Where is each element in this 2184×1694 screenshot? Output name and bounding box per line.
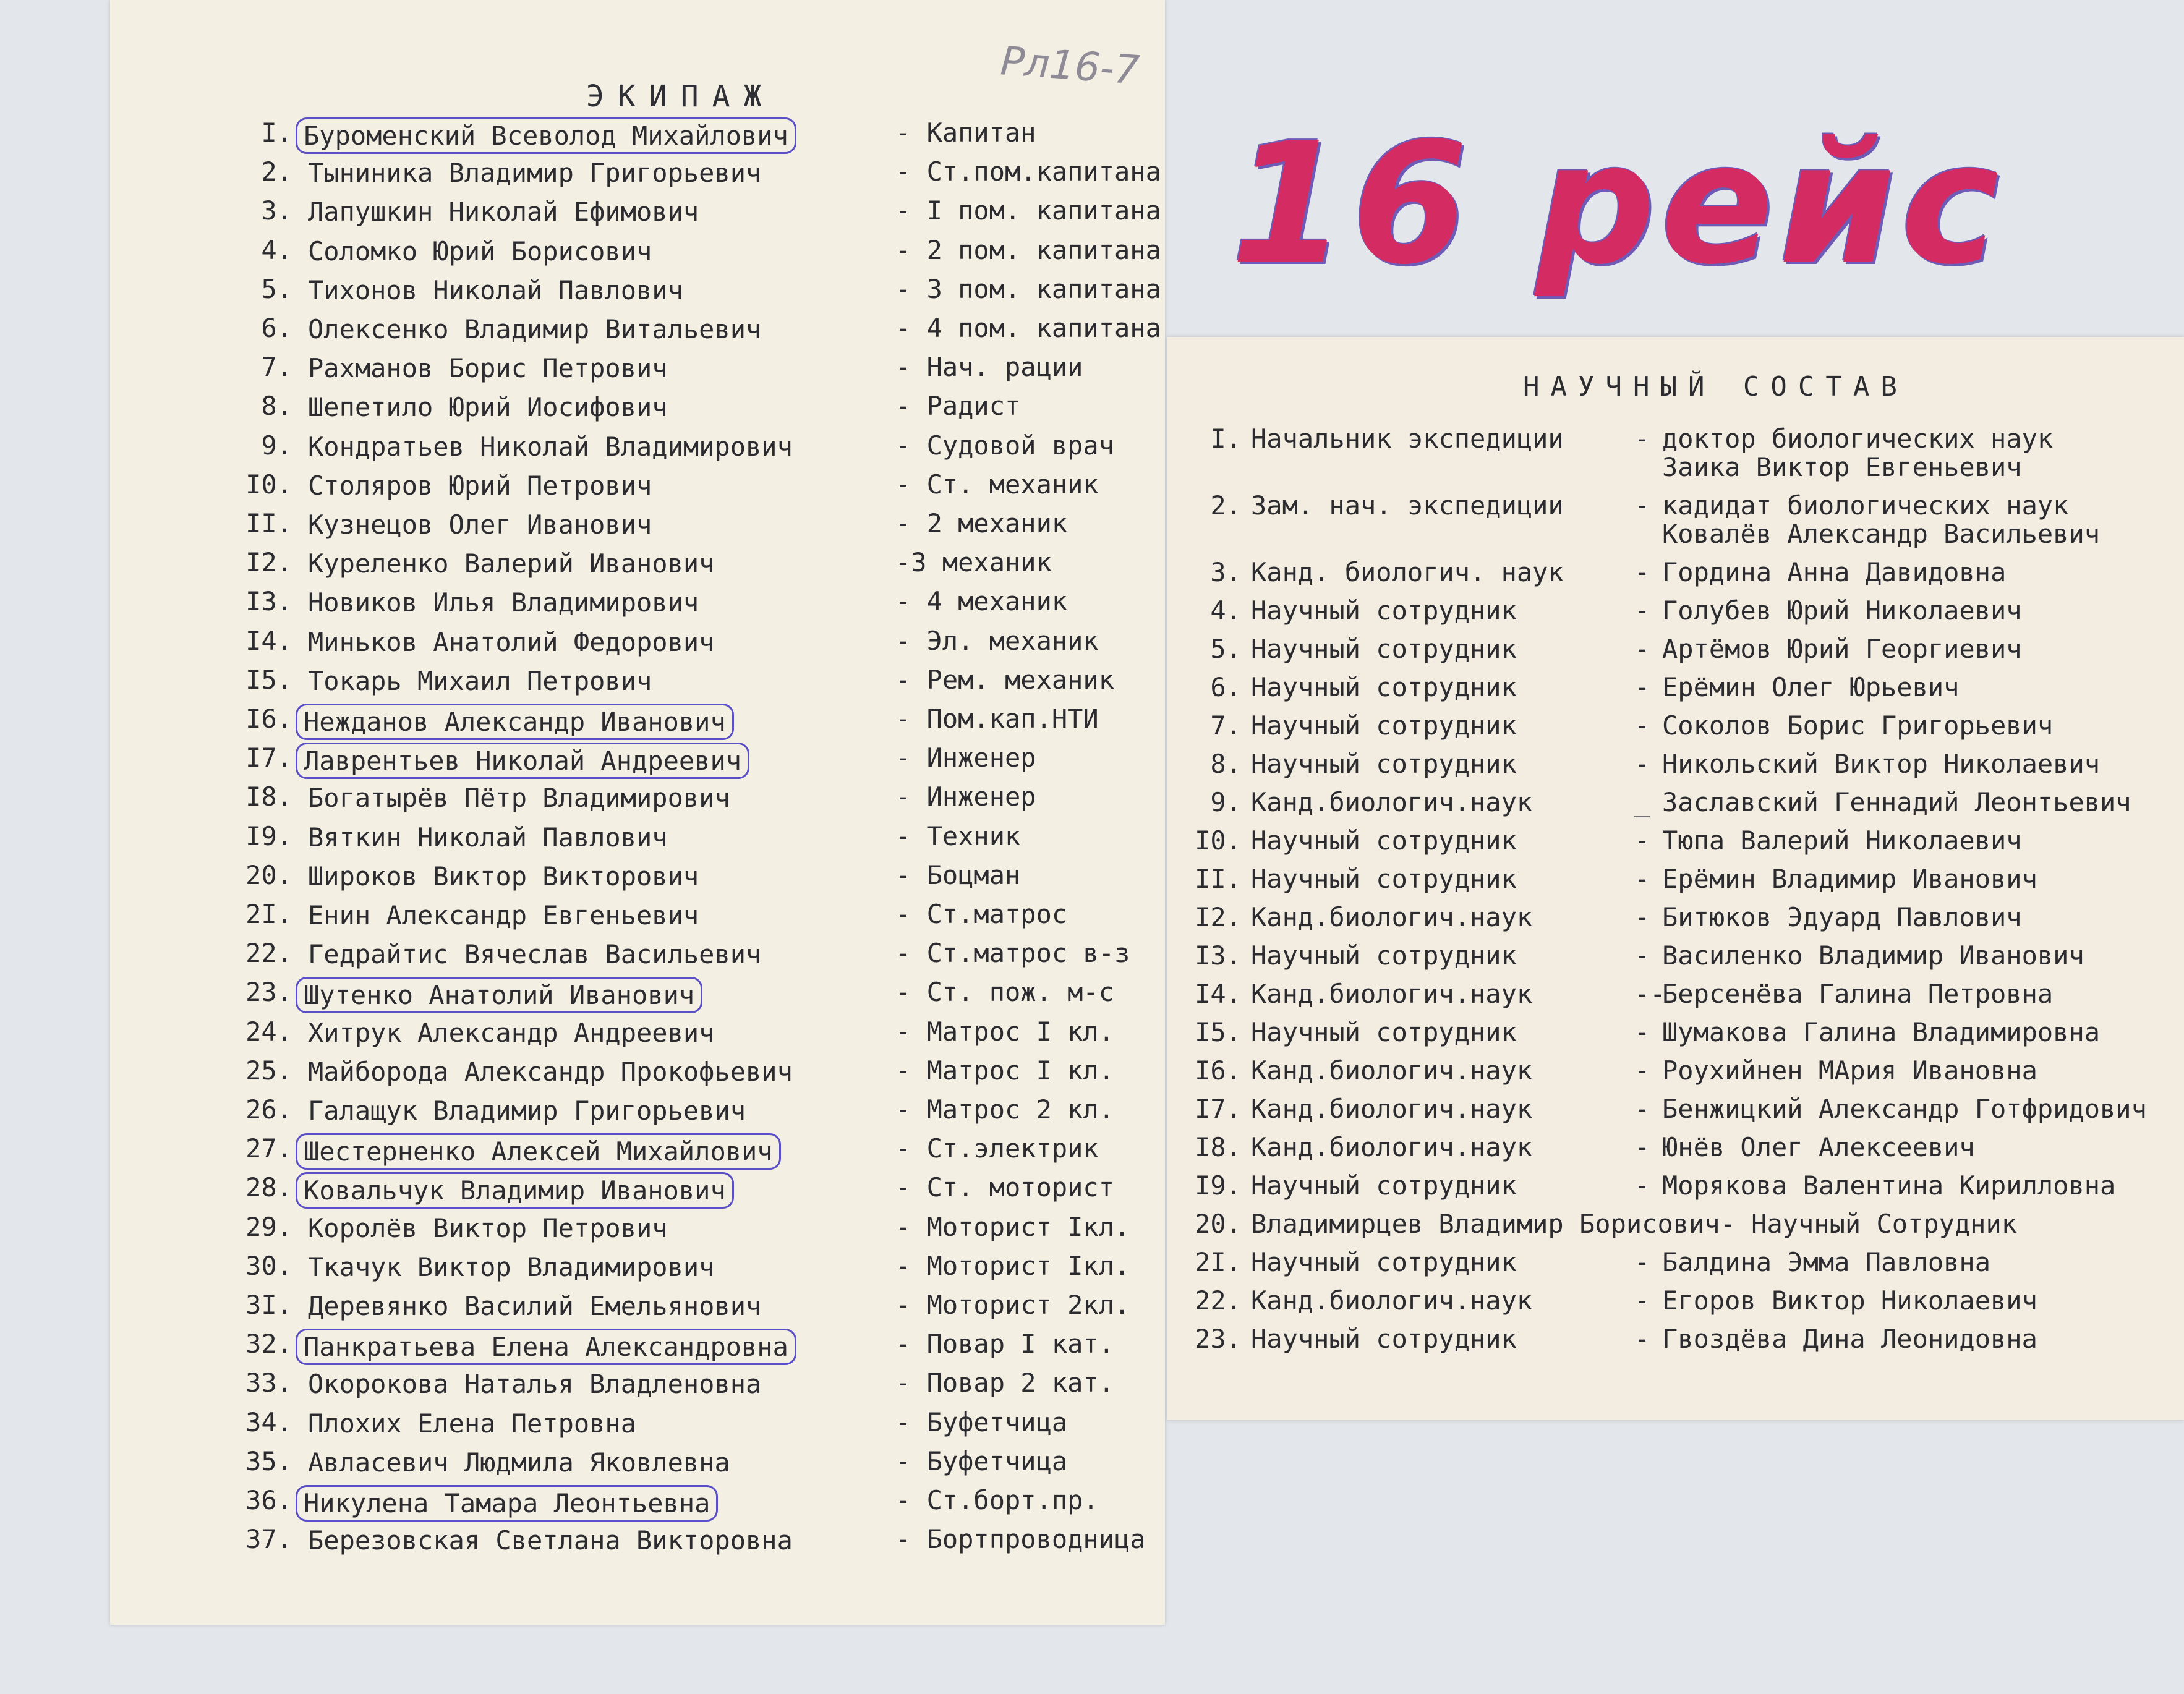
science-member-name: Юнёв Олег Алексеевич (1662, 1132, 1975, 1162)
crew-member-position: - Судовой врач (895, 430, 1115, 461)
science-role: Научный сотрудник (1251, 825, 1517, 856)
crew-row-number: II. (245, 508, 292, 538)
crew-row-number: I4. (245, 625, 292, 656)
crew-row-number: I6. (245, 704, 292, 734)
science-dash: - (1634, 940, 1650, 971)
science-role: Зам. нач. экспедиции (1251, 490, 1564, 521)
science-member-name: Ерёмин Олег Юрьевич (1662, 672, 1960, 702)
crew-row-number: 3I. (245, 1290, 292, 1320)
science-row-number: I2. (1195, 902, 1242, 932)
crew-member-position: - 4 пом. капитана (895, 313, 1161, 343)
crew-row-number: 27. (245, 1133, 292, 1164)
science-row-number: I9. (1195, 1170, 1242, 1201)
science-role: Научный сотрудник (1251, 864, 1517, 894)
science-row-number: I5. (1195, 1017, 1242, 1047)
science-dash: - (1634, 902, 1650, 932)
crew-row-number: 9. (261, 430, 292, 461)
science-row-number: 2. (1210, 490, 1242, 521)
crew-row-number: 36. (245, 1485, 292, 1515)
crew-member-name: Шутенко Анатолий Иванович (296, 977, 702, 1013)
handwritten-note: Рл16-7 (999, 38, 1141, 94)
crew-member-name: Олексенко Владимир Витальевич (308, 314, 762, 344)
crew-member-position: - 2 механик (895, 508, 1068, 538)
crew-member-position: - Эл. механик (895, 625, 1099, 656)
science-member-name: Роухийнен МАрия Ивановна (1662, 1055, 2037, 1086)
science-dash: - (1634, 1094, 1650, 1124)
crew-member-name: Тыниника Владимир Григорьевич (308, 158, 762, 189)
crew-member-position: - Буфетчица (895, 1407, 1068, 1437)
science-row-number: 5. (1210, 634, 1242, 664)
science-role: Научный сотрудник (1251, 940, 1517, 971)
science-dash: - (1634, 710, 1650, 741)
crew-member-name: Ковальчук Владимир Иванович (296, 1172, 734, 1209)
crew-row-number: 25. (245, 1055, 292, 1086)
crew-member-name: Лаврентьев Николай Андреевич (296, 743, 749, 779)
science-row-number: 7. (1210, 710, 1242, 741)
science-row-number: I8. (1195, 1132, 1242, 1162)
science-dash: - (1634, 634, 1650, 664)
science-dash: - (1634, 595, 1650, 626)
science-role: Научный сотрудник (1251, 710, 1517, 741)
crew-row-number: 35. (245, 1445, 292, 1476)
crew-member-position: - Ст. пож. м-с (895, 977, 1115, 1008)
crew-member-position: - Повар 2 кат. (895, 1368, 1115, 1398)
crew-row-number: 20. (245, 859, 292, 890)
science-dash: - (1634, 749, 1650, 779)
science-role: Канд.биологич.наук (1251, 1285, 1533, 1316)
science-member-name: Морякова Валентина Кирилловна (1662, 1170, 2116, 1201)
crew-member-position: - Ст.матрос (895, 899, 1068, 929)
crew-row-number: 30. (245, 1250, 292, 1281)
crew-row-number: I5. (245, 664, 292, 695)
science-member-name: Шумакова Галина Владимировна (1662, 1017, 2101, 1047)
science-member-name: кадидат биологических наук (1662, 490, 2069, 521)
crew-row-number: I7. (245, 743, 292, 773)
crew-row-number: I2. (245, 547, 292, 578)
crew-member-name: Авласевич Людмила Яковлевна (308, 1447, 730, 1478)
science-role: Научный сотрудник (1251, 595, 1517, 626)
science-member-name: Бенжицкий Александр Готфридович (1662, 1094, 2147, 1124)
science-member-name-line2: Заика Виктор Евгеньевич (1662, 452, 2022, 482)
crew-member-name: Соломко Юрий Борисович (308, 236, 652, 266)
crew-member-name: Лапушкин Николай Ефимович (308, 197, 699, 228)
crew-row-number: 2. (261, 156, 292, 187)
science-role: Владимирцев Владимир Борисович- Научный Сотрудник (1251, 1209, 2018, 1239)
crew-member-name: Кузнецов Олег Иванович (308, 509, 652, 540)
science-role: Канд.биологич.наук (1251, 1055, 1533, 1086)
science-dash: - (1634, 1055, 1650, 1086)
crew-member-name: Буроменский Всеволод Михайлович (296, 117, 796, 154)
science-role: Канд.биологич.наук (1251, 787, 1533, 817)
crew-member-position: - Ст. механик (895, 469, 1099, 500)
science-row-number: 8. (1210, 749, 1242, 779)
crew-row-number: 8. (261, 391, 292, 422)
science-member-name: Битюков Эдуард Павлович (1662, 902, 2022, 932)
crew-member-position: - 3 пом. капитана (895, 273, 1161, 304)
science-member-name: Ерёмин Владимир Иванович (1662, 864, 2037, 894)
crew-member-name: Миньков Анатолий Федорович (308, 626, 715, 657)
crew-row-number: I0. (245, 469, 292, 500)
science-dash: - (1634, 1170, 1650, 1201)
crew-member-position: - Инженер (895, 781, 1036, 812)
crew-member-position: - Буфетчица (895, 1445, 1068, 1476)
science-row-number: 23. (1195, 1324, 1242, 1354)
crew-title: ЭКИПАЖ (586, 79, 775, 114)
science-role: Научный сотрудник (1251, 1324, 1517, 1354)
crew-member-name: Хитрук Александр Андреевич (308, 1017, 715, 1048)
crew-member-name: Кондратьев Николай Владимирович (308, 431, 793, 462)
crew-member-name: Майборода Александр Прокофьевич (308, 1056, 793, 1087)
crew-member-name: Столяров Юрий Петрович (308, 470, 652, 501)
crew-row-number: I9. (245, 820, 292, 851)
crew-member-name: Окорокова Наталья Владленовна (308, 1369, 762, 1400)
crew-row-number: 3. (261, 195, 292, 226)
crew-row-number: 28. (245, 1172, 292, 1203)
crew-member-name: Вяткин Николай Павлович (308, 822, 668, 853)
crew-member-name: Королёв Виктор Петрович (308, 1212, 668, 1243)
crew-row-number: I. (261, 117, 292, 148)
crew-member-name: Ткачук Виктор Владимирович (308, 1251, 715, 1282)
science-dash: - (1634, 825, 1650, 856)
science-role: Научный сотрудник (1251, 1247, 1517, 1277)
crew-member-name: Плохих Елена Петровна (308, 1408, 637, 1439)
crew-list-sheet (110, 0, 1165, 1625)
science-row-number: I0. (1195, 825, 1242, 856)
crew-member-position: - Боцман (895, 859, 1021, 890)
crew-member-position: - Ст.матрос в-з (895, 938, 1130, 969)
crew-member-position: - Моторист 2кл. (895, 1290, 1130, 1320)
crew-member-name: Нежданов Александр Иванович (296, 704, 734, 740)
science-dash: - (1634, 1285, 1650, 1316)
crew-member-name: Рахманов Борис Петрович (308, 353, 668, 384)
science-member-name: Тюпа Валерий Николаевич (1662, 825, 2022, 856)
crew-member-position: - 4 механик (895, 586, 1068, 617)
voyage-heading: 16 рейс (1231, 106, 2005, 301)
science-staff-sheet (1167, 337, 2184, 1420)
science-role: Научный сотрудник (1251, 1017, 1517, 1047)
crew-member-position: - Радист (895, 391, 1021, 422)
crew-row-number: 23. (245, 977, 292, 1008)
science-member-name: Голубев Юрий Николаевич (1662, 595, 2022, 626)
science-row-number: I6. (1195, 1055, 1242, 1086)
science-dash: - (1634, 672, 1650, 702)
science-dash: - (1634, 424, 1650, 454)
science-row-number: I7. (1195, 1094, 1242, 1124)
science-title: НАУЧНЫЙ СОСТАВ (1523, 371, 1908, 402)
science-row-number: I. (1210, 424, 1242, 454)
science-role: Канд. биологич. наук (1251, 557, 1564, 587)
science-member-name-line2: Ковалёв Александр Васильевич (1662, 519, 2101, 549)
crew-row-number: 4. (261, 234, 292, 265)
science-row-number: 3. (1210, 557, 1242, 587)
science-row-number: 22. (1195, 1285, 1242, 1316)
crew-member-position: - Матрос 2 кл. (895, 1094, 1115, 1125)
science-member-name: Никольский Виктор Николаевич (1662, 749, 2101, 779)
crew-member-name: Никулена Тамара Леонтьевна (296, 1485, 718, 1522)
science-row-number: 6. (1210, 672, 1242, 702)
crew-row-number: 34. (245, 1407, 292, 1437)
crew-member-position: - Матрос I кл. (895, 1055, 1115, 1086)
science-role: Научный сотрудник (1251, 1170, 1517, 1201)
science-row-number: I4. (1195, 979, 1242, 1009)
science-row-number: 2I. (1195, 1247, 1242, 1277)
science-member-name: Егоров Виктор Николаевич (1662, 1285, 2037, 1316)
science-member-name: Соколов Борис Григорьевич (1662, 710, 2054, 741)
science-dash: - (1634, 864, 1650, 894)
crew-member-name: Токарь Михаил Петрович (308, 665, 652, 696)
science-member-name: Василенко Владимир Иванович (1662, 940, 2084, 971)
science-dash: - (1634, 1247, 1650, 1277)
crew-member-name: Гедрайтис Вячеслав Васильевич (308, 939, 762, 970)
crew-member-position: - Инженер (895, 743, 1036, 773)
crew-member-name: Широков Виктор Викторович (308, 861, 699, 892)
crew-row-number: 2I. (245, 899, 292, 929)
crew-member-name: Новиков Илья Владимирович (308, 587, 699, 618)
science-dash: - (1634, 1017, 1650, 1047)
science-row-number: 20. (1195, 1209, 1242, 1239)
science-member-name: Берсенёва Галина Петровна (1662, 979, 2054, 1009)
crew-member-name: Деревянко Василий Емельянович (308, 1291, 762, 1321)
crew-row-number: 37. (245, 1524, 292, 1555)
science-row-number: 9. (1210, 787, 1242, 817)
crew-member-position: - Ст.электрик (895, 1133, 1099, 1164)
crew-member-position: - Пом.кап.НТИ (895, 704, 1099, 734)
science-member-name: Гордина Анна Давидовна (1662, 557, 2007, 587)
science-role: Научный сотрудник (1251, 749, 1517, 779)
crew-row-number: 26. (245, 1094, 292, 1125)
crew-member-position: - Капитан (895, 117, 1036, 148)
science-member-name: Артёмов Юрий Георгиевич (1662, 634, 2022, 664)
crew-member-name: Березовская Светлана Викторовна (308, 1525, 793, 1556)
crew-member-name: Богатырёв Пётр Владимирович (308, 783, 730, 814)
crew-member-position: -3 механик (895, 547, 1052, 578)
crew-member-name: Панкратьева Елена Александровна (296, 1329, 796, 1365)
crew-member-position: - Повар I кат. (895, 1329, 1115, 1360)
science-dash: -- (1634, 979, 1666, 1009)
science-dash: - (1634, 557, 1650, 587)
crew-row-number: 22. (245, 938, 292, 969)
crew-member-name: Шестерненко Алексей Михайлович (296, 1133, 781, 1170)
crew-member-position: - Техник (895, 820, 1021, 851)
science-role: Научный сотрудник (1251, 672, 1517, 702)
crew-member-position: - Ст.пом.капитана (895, 156, 1161, 187)
science-member-name: Гвоздёва Дина Леонидовна (1662, 1324, 2037, 1354)
science-row-number: 4. (1210, 595, 1242, 626)
crew-row-number: 7. (261, 352, 292, 383)
crew-member-position: - Бортпроводница (895, 1524, 1146, 1555)
science-role: Канд.биологич.наук (1251, 1094, 1533, 1124)
science-dash: - (1634, 490, 1650, 521)
crew-row-number: I8. (245, 781, 292, 812)
science-dash: - (1634, 1132, 1650, 1162)
science-member-name: Заславский Геннадий Леонтьевич (1662, 787, 2131, 817)
crew-row-number: 24. (245, 1016, 292, 1047)
crew-member-position: - Моторист Iкл. (895, 1250, 1130, 1281)
science-row-number: II. (1195, 864, 1242, 894)
crew-row-number: 33. (245, 1368, 292, 1398)
crew-row-number: 32. (245, 1329, 292, 1360)
crew-member-name: Галащук Владимир Григорьевич (308, 1096, 746, 1126)
science-role: Канд.биологич.наук (1251, 979, 1533, 1009)
crew-row-number: 29. (245, 1211, 292, 1242)
crew-member-position: - Рем. механик (895, 664, 1115, 695)
crew-member-position: - Ст. моторист (895, 1172, 1115, 1203)
science-dash: _ (1634, 787, 1650, 817)
crew-member-name: Енин Александр Евгеньевич (308, 900, 699, 930)
science-row-number: I3. (1195, 940, 1242, 971)
science-role: Начальник экспедиции (1251, 424, 1564, 454)
crew-member-position: - Ст.борт.пр. (895, 1485, 1099, 1515)
crew-member-name: Шепетило Юрий Иосифович (308, 392, 668, 423)
crew-member-position: - 2 пом. капитана (895, 234, 1161, 265)
crew-row-number: I3. (245, 586, 292, 617)
crew-member-position: - Моторист Iкл. (895, 1211, 1130, 1242)
crew-member-name: Тихонов Николай Павлович (308, 275, 683, 305)
crew-member-position: - I пом. капитана (895, 195, 1161, 226)
crew-row-number: 6. (261, 313, 292, 343)
science-role: Канд.биологич.наук (1251, 1132, 1533, 1162)
science-member-name: доктор биологических наук (1662, 424, 2054, 454)
crew-member-position: - Нач. рации (895, 352, 1083, 383)
science-role: Канд.биологич.наук (1251, 902, 1533, 932)
crew-row-number: 5. (261, 273, 292, 304)
science-member-name: Балдина Эмма Павловна (1662, 1247, 1991, 1277)
crew-member-position: - Матрос I кл. (895, 1016, 1115, 1047)
crew-member-name: Куреленко Валерий Иванович (308, 548, 715, 579)
science-role: Научный сотрудник (1251, 634, 1517, 664)
science-dash: - (1634, 1324, 1650, 1354)
